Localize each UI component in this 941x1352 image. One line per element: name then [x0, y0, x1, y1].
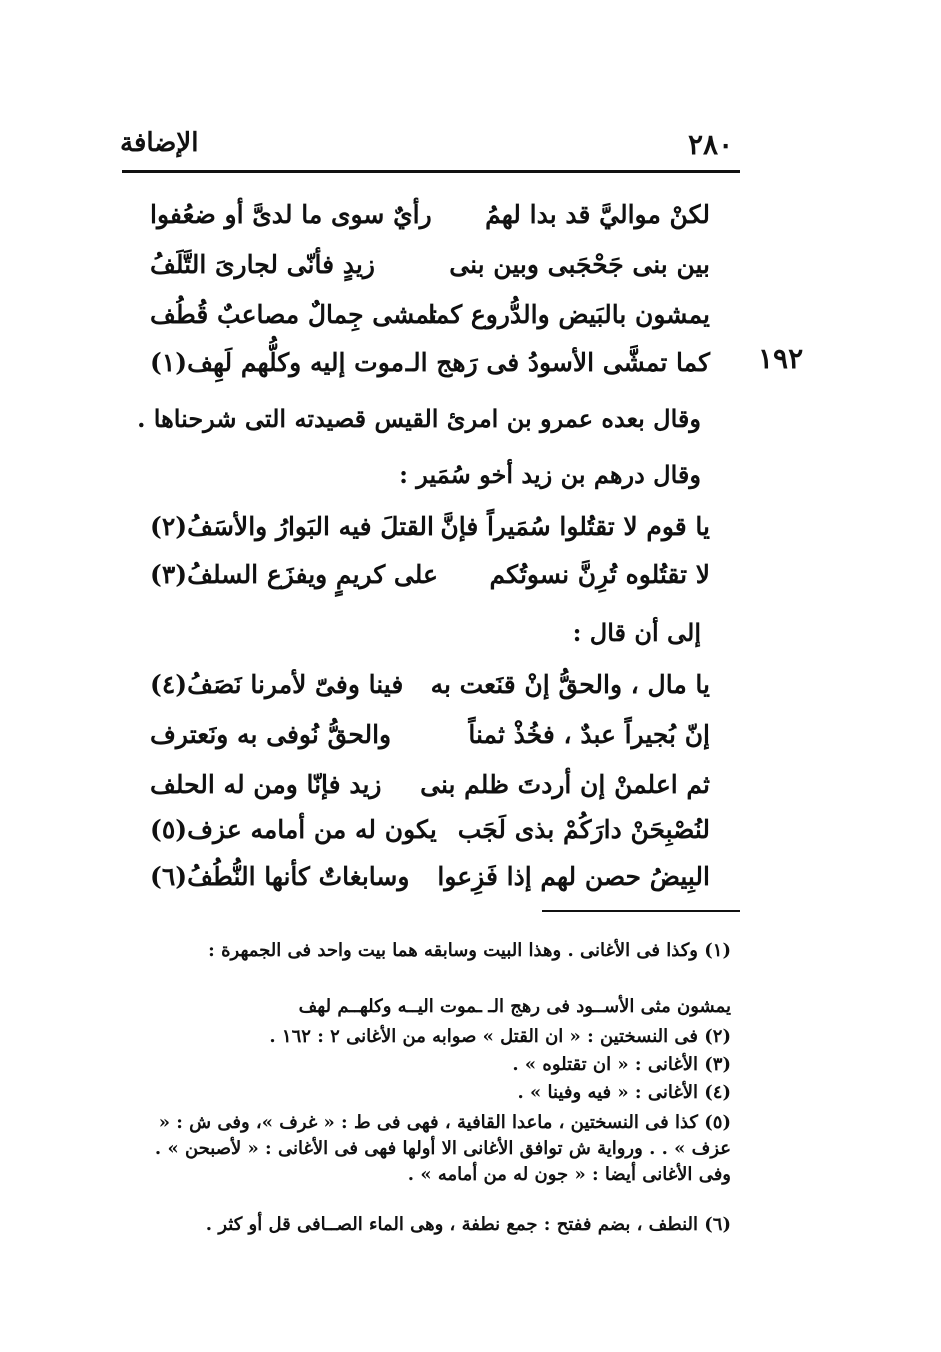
verse-line — [150, 770, 710, 820]
verse-line — [150, 670, 710, 720]
verse-second-hemistich: زيد فإنّا ومن له الحلف — [150, 770, 382, 799]
verse-second-hemistich: القتلَ فيه البَوارُ والأسَفُ(٢) — [150, 512, 434, 541]
verse-second-hemistich: موت إليه وكلُّهم لَهِف(١) — [150, 348, 405, 377]
verse-first-hemistich: لا تقتُلوه تُرِنَّ نسوتُكم — [489, 560, 710, 589]
verse-line — [150, 560, 710, 610]
verse-first-hemistich: يا قوم لا تقتُلوا سُمَيراً فإنَّ — [440, 512, 710, 541]
verse-second-hemistich: والحقُّ نُوفى به ونَعترف — [150, 720, 392, 749]
footnote-quoted-verse: يمشون مثى الأســود فى رهج الـ ـموت اليــه وكلهــم لهف — [298, 996, 731, 1017]
verse-first-hemistich: يمشون بالبَيض والدُّروع كما — [428, 300, 710, 329]
footnote: (٤) الأغانى : « فيه وفينا » . — [517, 1082, 731, 1103]
verse-first-hemistich: لنُصْبِحَنْ دارَكُمْ بذى لَجَب — [457, 815, 710, 844]
verse-first-hemistich: ثم اعلمنْ إن أردتَ ظلم بنى — [420, 770, 710, 799]
prose-line: وقال بعده عمرو بن امرئ القيس قصيدته التى شرحناها . — [137, 404, 701, 433]
verse-line — [150, 300, 710, 350]
verse-second-hemistich: على كريمٍ ويفزَع السلفُ(٣) — [150, 560, 438, 589]
footnote: (٥) كذا فى النسختين ، ماعدا القافية ، فهى فى ط : « غرف »، وفى ش : « عزف » . . ورواية ش توافق الأغانى الا أولها فهى فى الأغانى : « لأصبحن » . وفى الأغانى أيضا : « جون له من أمامه » . — [154, 1112, 731, 1185]
footnote-rule — [542, 910, 740, 912]
verse-number: ١٩٢ — [758, 342, 804, 375]
footnote: (٦) النطف ، بضم ففتح : جمع نطفة ، وهى الماء الصــافى قل أو كثر . — [205, 1214, 731, 1235]
verse-first-hemistich: كما تمشَّى الأسودُ فى رَهج الـ — [405, 348, 710, 377]
page-number: ٢٨٠ — [688, 128, 734, 161]
verse-second-hemistich: رأيٌ سوى ما لدىَّ أو ضعُفوا — [150, 200, 432, 229]
verse-second-hemistich: فينا وفىّ لأمرنا نَصَفُ(٤) — [150, 670, 404, 699]
footnote: (٢) فى النسختين : « ان القتل » صوابه من الأغانى ٢ : ١٦٢ . — [269, 1026, 731, 1047]
footnote: (١) وكذا فى الأغانى . وهذا البيت وسابقه هما بيت واحد فى الجمهرة : — [208, 940, 731, 961]
verse-line — [150, 250, 710, 300]
verse-second-hemistich: وسابغاتٌ كأنها النُّطُفُ(٦) — [150, 862, 410, 891]
prose-line: وقال درهم بن زيد أخو سُمَير : — [399, 460, 701, 489]
verse-line — [150, 200, 710, 250]
verse-second-hemistich: يكون له من أمامه عزف(٥) — [150, 815, 437, 844]
verse-line — [150, 815, 710, 865]
verse-first-hemistich: لكنْ مواليَّ قد بدا لهمُ — [485, 200, 710, 229]
verse-second-hemistich: زيدٍ فأنّى لجارىَ التَّلَفُ — [150, 250, 375, 279]
verse-first-hemistich: البِيضُ حصن لهم إذا فَزِعوا — [437, 862, 710, 891]
footnote: (٣) الأغانى : « ان تقتلوه » . — [512, 1054, 731, 1075]
verse-first-hemistich: بين بنى جَحْجَبى وبين بنى — [449, 250, 710, 279]
verse-line — [150, 348, 710, 398]
verse-first-hemistich: يا مال ، والحقُّ إنْ قنَعت به — [430, 670, 710, 699]
verse-second-hemistich: تمشى جِمالٌ مصاعبٌ قُطُف — [150, 300, 437, 329]
running-title: الإضافة — [120, 128, 199, 158]
verse-line — [150, 862, 710, 912]
verse-first-hemistich: إنّ بُجيراً عبدٌ ، فخُذْ ثمناً — [468, 720, 710, 749]
verse-line — [150, 512, 710, 562]
prose-line: إلى أن قال : — [572, 618, 701, 647]
header-rule — [122, 170, 740, 173]
verse-line — [150, 720, 710, 770]
